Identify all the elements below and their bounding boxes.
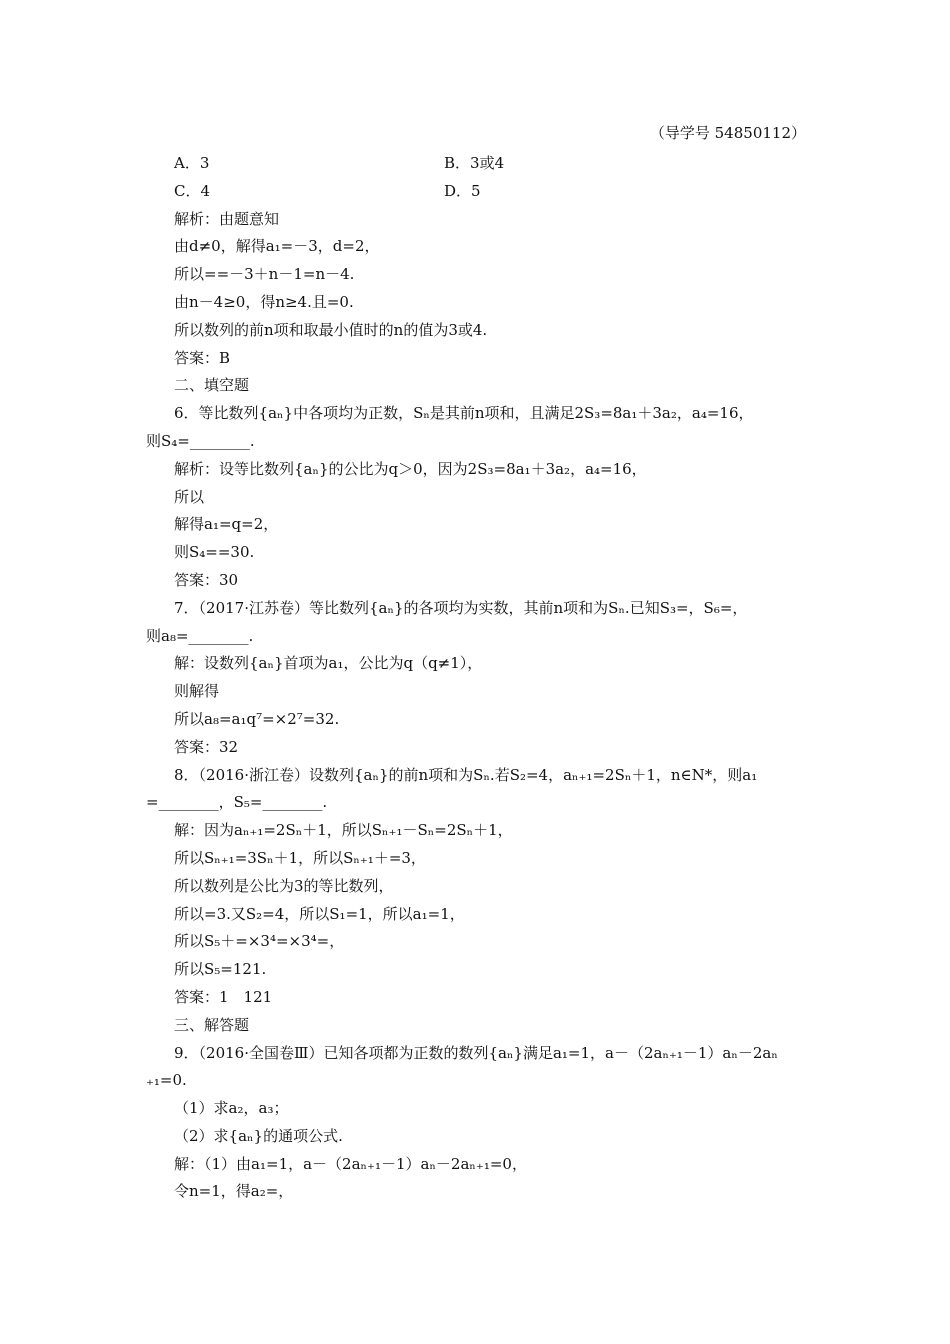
text-line: 所以==－3＋n－1=n－4.	[174, 265, 355, 284]
text-line: 9．（2016·全国卷Ⅲ）已知各项都为正数的数列{aₙ}满足a₁=1，a－（2aₙ₊₁－1）aₙ－2aₙ	[174, 1043, 778, 1062]
guide-number: （导学号 54850112）	[649, 124, 806, 142]
text-line: ₊₁=0.	[146, 1071, 187, 1090]
text-line: 解得a₁=q=2，	[174, 515, 279, 534]
options-row-2	[146, 178, 806, 206]
option-a: A．3	[174, 154, 210, 172]
text-line: 三、解答题	[174, 1015, 250, 1034]
text-line: 解：（1）由a₁=1，a－（2aₙ₊₁－1）aₙ－2aₙ₊₁=0，	[174, 1154, 527, 1173]
text-line: （2）求{aₙ}的通项公式.	[174, 1126, 343, 1145]
option-b: B．3或4	[444, 154, 505, 172]
options-row-1	[146, 150, 806, 178]
text-line: 则解得	[174, 682, 220, 701]
text-line: 令n=1，得a₂=，	[174, 1182, 294, 1201]
option-c: C．4	[174, 181, 211, 200]
text-line: 解析：由题意知	[174, 209, 280, 228]
text-line: 所以a₈=a₁q⁷=×2⁷=32.	[174, 709, 340, 728]
option-d: D．5	[444, 181, 481, 200]
text-line: 7．（2017·江苏卷）等比数列{aₙ}的各项均为实数，其前n项和为Sₙ.已知S₃=，S₆=，	[174, 598, 748, 617]
text-line: 答案：1 121	[174, 987, 273, 1006]
text-line: 答案：32	[174, 737, 239, 756]
text-line: 解：设数列{aₙ}首项为a₁，公比为q（q≠1），	[174, 654, 483, 673]
text-line: 所以数列是公比为3的等比数列，	[174, 876, 394, 895]
text-line: 则S₄=________.	[146, 431, 255, 450]
text-line: 则a₈=________.	[146, 626, 254, 645]
text-line: 二、填空题	[174, 376, 250, 395]
text-line: （1）求a₂，a₃；	[174, 1099, 289, 1118]
text-line: 由n－4≥0，得n≥4.且=0.	[174, 292, 354, 311]
text-line: 所以S₅=121.	[174, 960, 267, 979]
text-line: 由d≠0，解得a₁=－3，d=2，	[174, 237, 380, 256]
document-body	[146, 150, 806, 1206]
text-line: 所以数列的前n项和取最小值时的n的值为3或4.	[174, 320, 488, 339]
text-line: 答案：30	[174, 570, 239, 589]
text-line: 8．（2016·浙江卷）设数列{aₙ}的前n项和为Sₙ.若S₂=4，aₙ₊₁=2Sₙ＋1，n∈N*，则a₁	[174, 765, 758, 784]
text-line: 所以	[174, 487, 205, 506]
text-line: =________，S₅=________.	[146, 793, 328, 812]
text-line: 解：因为aₙ₊₁=2Sₙ＋1，所以Sₙ₊₁－Sₙ=2Sₙ＋1，	[174, 821, 513, 840]
text-line: 6．等比数列{aₙ}中各项均为正数，Sₙ是其前n项和，且满足2S₃=8a₁＋3a₂，a₄=16，	[174, 404, 754, 423]
text-line: 解析：设等比数列{aₙ}的公比为q＞0，因为2S₃=8a₁＋3a₂，a₄=16，	[174, 459, 647, 478]
text-line: 答案：B	[174, 348, 231, 367]
text-line: 所以Sₙ₊₁=3Sₙ＋1，所以Sₙ₊₁＋=3，	[174, 848, 426, 867]
text-line: 所以S₅＋=×3⁴=×3⁴=，	[174, 932, 345, 951]
text-line: 所以=3.又S₂=4，所以S₁=1，所以a₁=1，	[174, 904, 465, 923]
text-line: 则S₄==30.	[174, 543, 255, 562]
